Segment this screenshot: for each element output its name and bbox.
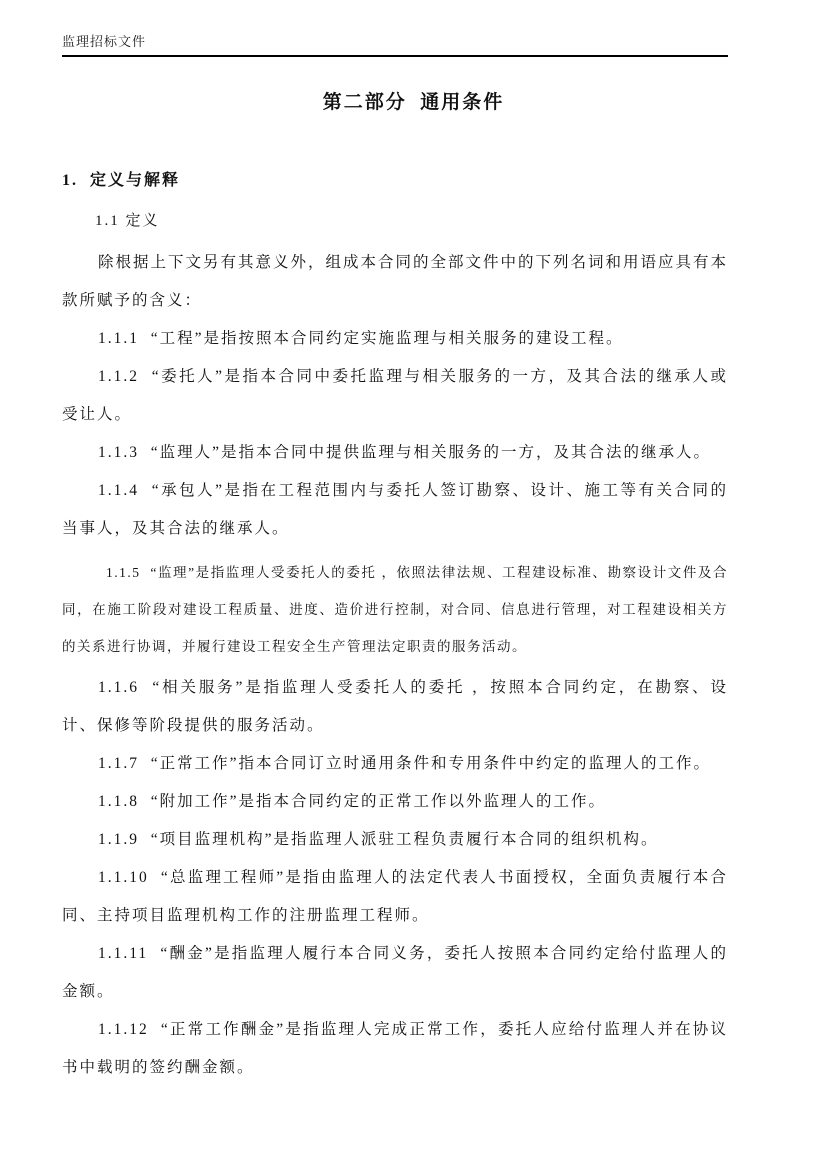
- clause-1-1-2: 1.1.2 “委托人”是指本合同中委托监理与相关服务的一方，及其合法的继承人或受让人。: [62, 368, 728, 423]
- clause-1-1-3: 1.1.3 “监理人”是指本合同中提供监理与相关服务的一方，及其合法的继承人。: [98, 444, 712, 461]
- header-rule: [62, 55, 728, 57]
- page-header-text: 监理招标文件: [62, 34, 147, 49]
- clause-1-1-12: 1.1.12 “正常工作酬金”是指监理人完成正常工作，委托人应给付监理人并在协议书中载明的签约酬金额。: [62, 1021, 728, 1076]
- clause-1-1-1: 1.1.1 “工程”是指按照本合同约定实施监理与相关服务的建设工程。: [98, 330, 624, 347]
- clause-1-1-9: 1.1.9 “项目监理机构”是指监理人派驻工程负责履行本合同的组织机构。: [98, 831, 659, 848]
- intro-paragraph: 除根据上下文另有其意义外，组成本合同的全部文件中的下列名词和用语应具有本款所赋予的含义：: [62, 254, 729, 309]
- clause-1-1-6: 1.1.6 “相关服务”是指监理人受委托人的委托 ，按照本合同约定，在勘察、设计、保修等阶段提供的服务活动。: [62, 679, 728, 734]
- clause-1-1-7: 1.1.7 “正常工作”指本合同订立时通用条件和专用条件中约定的监理人的工作。: [98, 755, 712, 772]
- clause-1-1-5: 1.1.5 “监理”是指监理人受委托人的委托 ，依照法律法规、工程建设标准、勘察设计文件及合同，在施工阶段对建设工程质量、进度、造价进行控制，对合同、信息进行管理，对工程建设相关方的关系进行协调，并履行建设工程安全生产管理法定职责的服务活动。: [62, 565, 728, 654]
- clause-1-1-11: 1.1.11 “酬金”是指监理人履行本合同义务，委托人按照本合同约定给付监理人的金额。: [62, 945, 728, 1000]
- clause-1-1-4: 1.1.4 “承包人”是指在工程范围内与委托人签订勘察、设计、施工等有关合同的当事人，及其合法的继承人。: [62, 482, 728, 537]
- document-title: 第二部分 通用条件: [322, 92, 505, 113]
- subsection-heading: 1.1 定义: [95, 213, 160, 229]
- document-body: [62, 244, 728, 1087]
- clause-1-1-10: 1.1.10 “总监理工程师”是指由监理人的法定代表人书面授权，全面负责履行本合同、主持项目监理机构工作的注册监理工程师。: [62, 869, 728, 924]
- page-header: [62, 33, 728, 50]
- section-heading: 1. 定义与解释: [62, 172, 181, 189]
- clause-1-1-8: 1.1.8 “附加工作”是指本合同约定的正常工作以外监理人的工作。: [98, 793, 607, 810]
